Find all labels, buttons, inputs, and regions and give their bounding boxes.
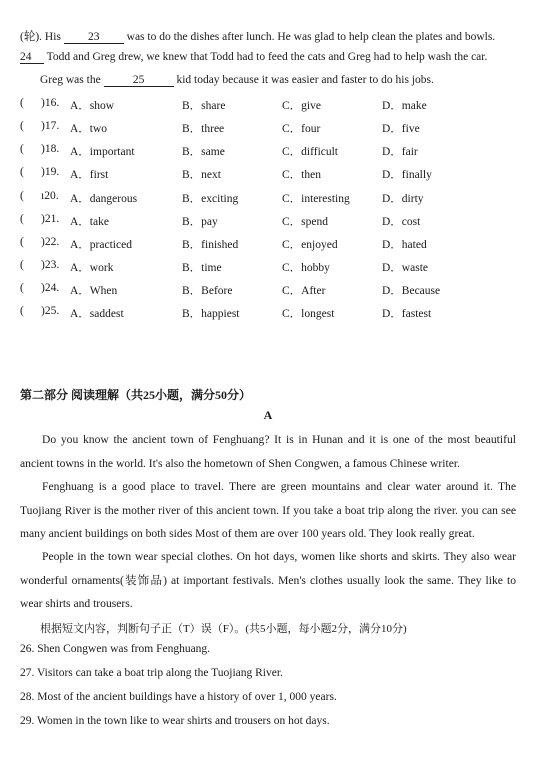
option-d: D．fastest bbox=[382, 308, 432, 320]
question-29: 29. Women in the town like to wear shirts and trousers on hot days. bbox=[20, 715, 330, 727]
cloze-text: kid today because it was easier and faster to do his jobs. bbox=[176, 74, 434, 86]
blank-24: 24 bbox=[20, 51, 44, 64]
question-number: )21. bbox=[41, 213, 60, 225]
answer-paren: ( bbox=[20, 97, 24, 109]
option-a: A．first bbox=[70, 169, 109, 181]
cloze-text: Todd and Greg drew, we knew that Todd had to feed the cats and Greg had to help wash the car. bbox=[46, 51, 488, 63]
answer-paren: ( bbox=[20, 190, 24, 202]
question-number: )18. bbox=[41, 143, 60, 155]
instruction: 根据短文内容，判断句子正（T）误（F）。(共5小题，每小题2分，满分10分) bbox=[40, 623, 407, 635]
paragraph-text: Fenghuang is a good place to travel. There are green mountains and clear water around it. The Tuojiang River is the mother river of this ancient town. If you take a boat trip along the river. you can see many ancient buildings on both sides Most of them are over 100 years old. They look really great. bbox=[20, 480, 516, 540]
answer-paren: ( bbox=[20, 259, 24, 271]
cloze-text: Greg was the bbox=[40, 74, 101, 86]
option-c: C．four bbox=[282, 123, 321, 135]
paragraph-text: People in the town wear special clothes. On hot days, women like shorts and skirts. They also wear wonderful ornaments(装饰品) at important festivals. Men's clothes usually look the same. They like to wear shirts and trousers. bbox=[20, 550, 516, 610]
option-d: D．dirty bbox=[382, 193, 424, 205]
cloze-text: was to do the dishes after lunch. He was glad to help clean the plates and bowls. bbox=[126, 31, 496, 43]
option-a: A．work bbox=[70, 262, 114, 274]
option-row-23 bbox=[0, 259, 536, 277]
option-a: A．two bbox=[70, 123, 108, 135]
blank-23: 23 bbox=[64, 31, 124, 44]
option-d: D．hated bbox=[382, 239, 427, 251]
option-row-24 bbox=[0, 282, 536, 300]
option-row-20 bbox=[0, 190, 536, 208]
question-number: )16. bbox=[41, 97, 60, 109]
option-a: A．saddest bbox=[70, 308, 124, 320]
option-c: C．After bbox=[282, 285, 326, 297]
option-c: C．enjoyed bbox=[282, 239, 338, 251]
option-c: C．give bbox=[282, 100, 321, 112]
section-title: 第二部分 阅读理解（共25小题，满分50分） bbox=[20, 388, 252, 402]
question-number: )24. bbox=[41, 282, 60, 294]
answer-paren: ( bbox=[20, 120, 24, 132]
blank-25: 25 bbox=[104, 74, 174, 87]
paragraph-3 bbox=[20, 545, 516, 616]
option-b: B．share bbox=[182, 100, 226, 112]
option-row-22 bbox=[0, 236, 536, 254]
cloze-line-1 bbox=[20, 28, 495, 44]
option-a: A．dangerous bbox=[70, 193, 138, 205]
option-b: B．same bbox=[182, 146, 225, 158]
cloze-text: (轮). His bbox=[20, 31, 61, 43]
paragraph-text: Do you know the ancient town of Fenghuang? It is in Hunan and it is one of the most beautiful ancient towns in the world. It's also the hometown of Shen Congwen, a famous Chinese writer. bbox=[20, 433, 516, 470]
option-d: D．waste bbox=[382, 262, 428, 274]
option-row-19 bbox=[0, 166, 536, 184]
answer-paren: ( bbox=[20, 305, 24, 317]
option-c: C．interesting bbox=[282, 193, 350, 205]
option-b: B．happiest bbox=[182, 308, 240, 320]
option-c: C．hobby bbox=[282, 262, 330, 274]
paragraph-1 bbox=[20, 428, 516, 475]
option-c: C．then bbox=[282, 169, 321, 181]
question-number: )23. bbox=[41, 259, 60, 271]
option-c: C．longest bbox=[282, 308, 335, 320]
option-d: D．cost bbox=[382, 216, 421, 228]
option-d: D．five bbox=[382, 123, 420, 135]
option-d: D．Because bbox=[382, 285, 441, 297]
option-row-21 bbox=[0, 213, 536, 231]
option-b: B．exciting bbox=[182, 193, 239, 205]
answer-paren: ( bbox=[20, 236, 24, 248]
option-a: A．practiced bbox=[70, 239, 132, 251]
option-a: A．take bbox=[70, 216, 109, 228]
option-b: B．finished bbox=[182, 239, 239, 251]
option-row-17 bbox=[0, 120, 536, 138]
option-c: C．difficult bbox=[282, 146, 339, 158]
option-a: A．When bbox=[70, 285, 118, 297]
cloze-line-3 bbox=[40, 74, 434, 87]
option-a: A．important bbox=[70, 146, 135, 158]
question-28: 28. Most of the ancient buildings have a history of over 1, 000 years. bbox=[20, 691, 337, 703]
option-d: D．finally bbox=[382, 169, 432, 181]
option-row-25 bbox=[0, 305, 536, 323]
cloze-line-2 bbox=[20, 51, 487, 64]
question-26: 26. Shen Congwen was from Fenghuang. bbox=[20, 643, 211, 655]
option-b: B．pay bbox=[182, 216, 218, 228]
option-a: A．show bbox=[70, 100, 115, 112]
answer-paren: ( bbox=[20, 282, 24, 294]
question-number: )22. bbox=[41, 236, 60, 248]
option-b: B．time bbox=[182, 262, 222, 274]
option-b: B．next bbox=[182, 169, 221, 181]
option-b: B．Before bbox=[182, 285, 233, 297]
question-27: 27. Visitors can take a boat trip along the Tuojiang River. bbox=[20, 667, 283, 679]
option-d: D．make bbox=[382, 100, 427, 112]
answer-paren: ( bbox=[20, 166, 24, 178]
question-number: )17. bbox=[41, 120, 60, 132]
paragraph-2 bbox=[20, 475, 516, 546]
passage-label: A bbox=[263, 408, 273, 422]
option-b: B．three bbox=[182, 123, 225, 135]
option-d: D．fair bbox=[382, 146, 418, 158]
answer-paren: ( bbox=[20, 143, 24, 155]
question-number: ı20. bbox=[41, 190, 59, 202]
answer-paren: ( bbox=[20, 213, 24, 225]
question-number: )25. bbox=[41, 305, 60, 317]
option-row-18 bbox=[0, 143, 536, 161]
option-row-16 bbox=[0, 97, 536, 115]
question-number: )19. bbox=[41, 166, 60, 178]
option-c: C．spend bbox=[282, 216, 328, 228]
